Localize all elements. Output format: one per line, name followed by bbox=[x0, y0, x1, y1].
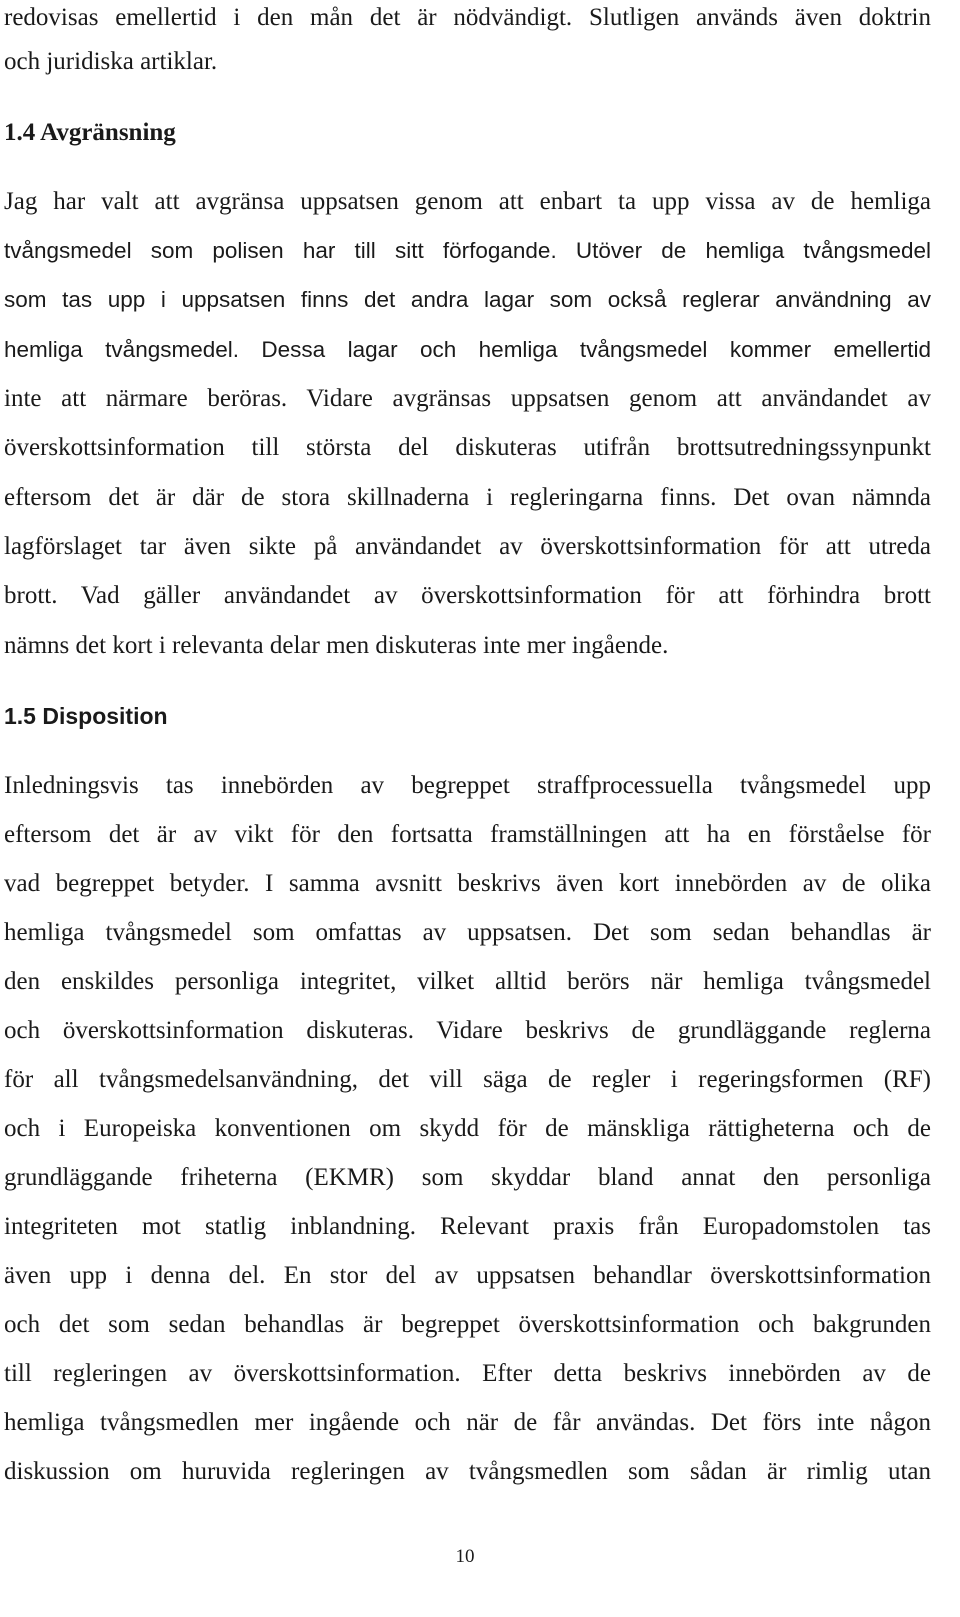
page-number: 10 bbox=[455, 1546, 475, 1567]
paragraph-line: tvångsmedel som polisen har till sitt förfogande. Utöver de hemliga tvångsmedel bbox=[4, 238, 931, 263]
section-heading-avgransning: 1.4 Avgränsning bbox=[4, 119, 176, 146]
paragraph-line: integriteten mot statlig inblandning. Relevant praxis från Europadomstolen tas bbox=[4, 1213, 931, 1240]
paragraph-line: nämns det kort i relevanta delar men diskuteras inte mer ingående. bbox=[4, 632, 669, 659]
paragraph-line: vad begreppet betyder. I samma avsnitt beskrivs även kort innebörden av de olika bbox=[4, 870, 931, 897]
paragraph-line: inte att närmare beröras. Vidare avgränsas uppsatsen genom att användandet av bbox=[4, 385, 931, 412]
paragraph-line: grundläggande friheterna (EKMR) som skyddar bland annat den personliga bbox=[4, 1164, 931, 1191]
paragraph-line: hemliga tvångsmedel. Dessa lagar och hemliga tvångsmedel kommer emellertid bbox=[4, 337, 931, 362]
paragraph-line: brott. Vad gäller användandet av överskottsinformation för att förhindra brott bbox=[4, 582, 931, 609]
paragraph-line: till regleringen av överskottsinformation. Efter detta beskrivs innebörden av de bbox=[4, 1360, 931, 1387]
paragraph-line: och överskottsinformation diskuteras. Vidare beskrivs de grundläggande reglerna bbox=[4, 1017, 931, 1044]
paragraph-line: Inledningsvis tas innebörden av begreppet straffprocessuella tvångsmedel upp bbox=[4, 772, 931, 799]
intro-line: och juridiska artiklar. bbox=[4, 48, 218, 75]
paragraph-line: och det som sedan behandlas är begreppet överskottsinformation och bakgrunden bbox=[4, 1311, 931, 1338]
paragraph-line: och i Europeiska konventionen om skydd för de mänskliga rättigheterna och de bbox=[4, 1115, 931, 1142]
paragraph-line: för all tvångsmedelsanvändning, det vill säga de regler i regeringsformen (RF) bbox=[4, 1066, 931, 1093]
paragraph-line: även upp i denna del. En stor del av uppsatsen behandlar överskottsinformation bbox=[4, 1262, 931, 1289]
paragraph-line: som tas upp i uppsatsen finns det andra lagar som också reglerar användning av bbox=[4, 287, 931, 312]
paragraph-line: eftersom det är av vikt för den fortsatta framställningen att ha en förståelse för bbox=[4, 821, 931, 848]
paragraph-line: Jag har valt att avgränsa uppsatsen genom att enbart ta upp vissa av de hemliga bbox=[4, 188, 931, 215]
paragraph-line: diskussion om huruvida regleringen av tvångsmedlen som sådan är rimlig utan bbox=[4, 1458, 931, 1485]
section-heading-disposition: 1.5 Disposition bbox=[4, 703, 168, 729]
paragraph-line: den enskildes personliga integritet, vilket alltid berörs när hemliga tvångsmedel bbox=[4, 968, 931, 995]
paragraph-line: eftersom det är där de stora skillnaderna i regleringarna finns. Det ovan nämnda bbox=[4, 484, 931, 511]
paragraph-line: hemliga tvångsmedlen mer ingående och när de får användas. Det förs inte någon bbox=[4, 1409, 931, 1436]
paragraph-line: lagförslaget tar även sikte på användandet av överskottsinformation för att utreda bbox=[4, 533, 931, 560]
intro-line: redovisas emellertid i den mån det är nödvändigt. Slutligen används även doktrin bbox=[4, 4, 931, 31]
paragraph-line: hemliga tvångsmedel som omfattas av uppsatsen. Det som sedan behandlas är bbox=[4, 919, 931, 946]
paragraph-line: överskottsinformation till största del diskuteras utifrån brottsutredningssynpunkt bbox=[4, 434, 931, 461]
